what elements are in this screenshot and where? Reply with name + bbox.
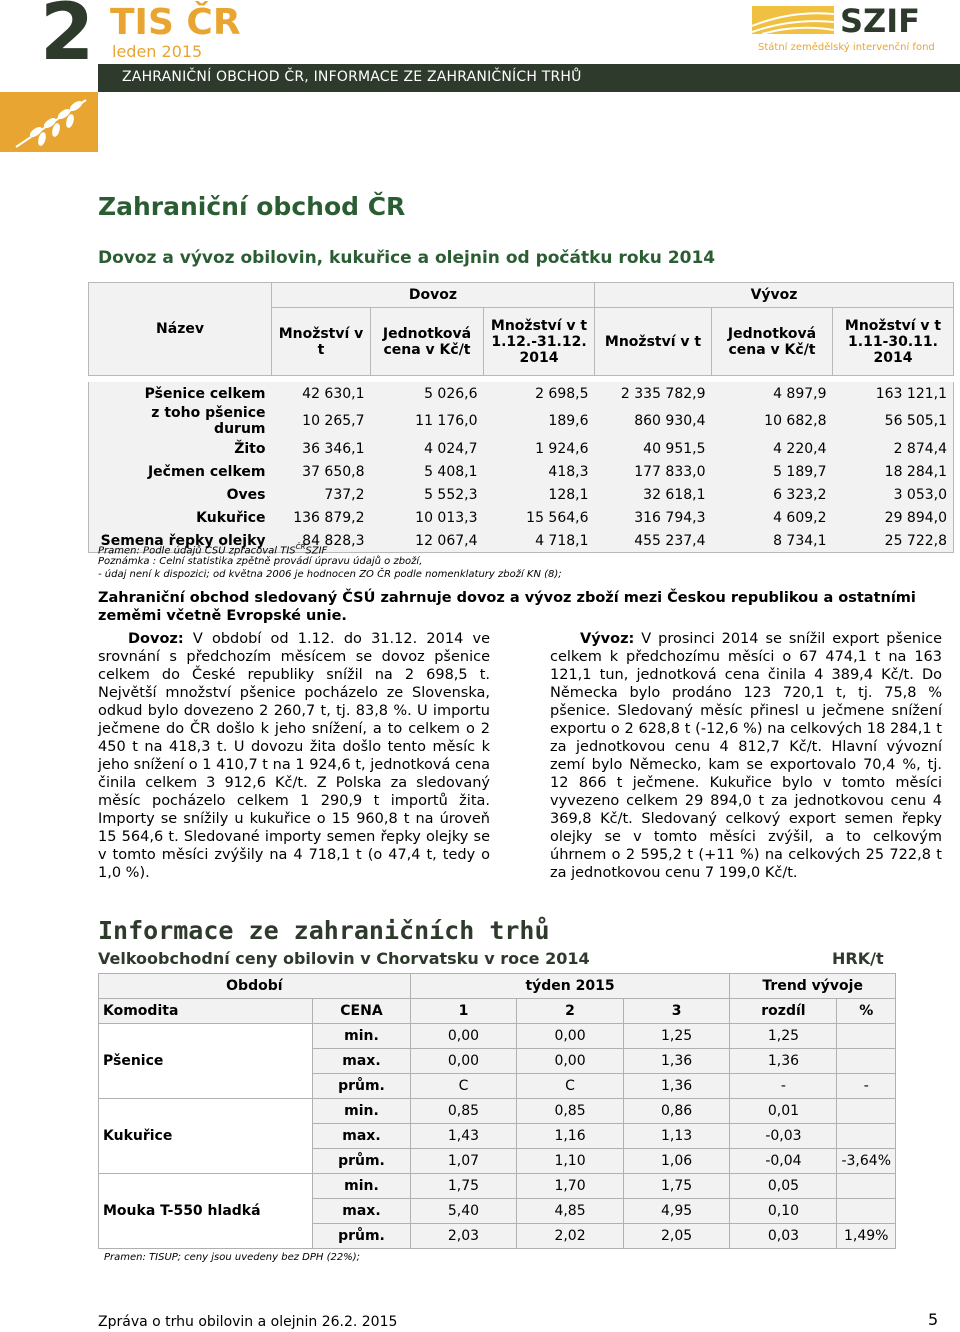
price-type: min. [313, 1024, 410, 1049]
cell-v-per: 3 053,0 [833, 483, 954, 506]
table-row [99, 1024, 896, 1049]
tyden-header: týden 2015 [410, 974, 730, 999]
cell-v-mn: 2 335 782,9 [595, 382, 712, 405]
cell-d-per: 128,1 [484, 483, 595, 506]
table-row [89, 460, 954, 483]
cell-r: 0,01 [730, 1099, 837, 1124]
brand-title: TIS ČR [110, 2, 241, 43]
cell-r: -0,03 [730, 1124, 837, 1149]
cell-d-cena: 10 013,3 [371, 506, 484, 529]
section2-title: Informace ze zahraničních trhů [98, 916, 550, 945]
cell-v-per: 56 505,1 [833, 405, 954, 437]
section-title: Zahraniční obchod ČR [98, 192, 406, 221]
pct-header: % [837, 999, 896, 1024]
cell-d-mn: 84 828,3 [272, 529, 371, 553]
page-header [0, 0, 960, 92]
commodity-name: Kukuřice [99, 1099, 313, 1174]
price-type: prům. [313, 1149, 410, 1174]
cell-v-cena: 8 734,1 [712, 529, 833, 553]
cell-w3: 1,36 [623, 1049, 730, 1074]
cell-w3: 2,05 [623, 1224, 730, 1249]
cell-v-cena: 4 609,2 [712, 506, 833, 529]
cell-p [837, 1099, 896, 1124]
cell-p [837, 1199, 896, 1224]
cell-p: - [837, 1074, 896, 1099]
cell-w1: 0,00 [410, 1049, 517, 1074]
cell-v-mn: 40 951,5 [595, 437, 712, 460]
cell-w3: 1,06 [623, 1149, 730, 1174]
week1-header: 1 [410, 999, 517, 1024]
commodity-name: Ječmen celkem [89, 460, 272, 483]
cell-w2: 1,16 [517, 1124, 624, 1149]
cell-w1: 2,03 [410, 1224, 517, 1249]
cell-d-cena: 5 408,1 [371, 460, 484, 483]
vyvoz-period-header: Množství v t 1.11-30.11. 2014 [833, 308, 954, 376]
commodity-name: Pšenice celkem [89, 382, 272, 405]
week2-header: 2 [517, 999, 624, 1024]
cell-w3: 1,36 [623, 1074, 730, 1099]
cell-d-per: 15 564,6 [484, 506, 595, 529]
cell-d-per: 189,6 [484, 405, 595, 437]
table-row [89, 382, 954, 405]
cell-d-cena: 5 026,6 [371, 382, 484, 405]
cell-d-per: 418,3 [484, 460, 595, 483]
cell-w2: 0,00 [517, 1049, 624, 1074]
cell-d-per: 4 718,1 [484, 529, 595, 553]
cell-v-cena: 4 220,4 [712, 437, 833, 460]
cell-p [837, 1024, 896, 1049]
vyvoz-cena-header: Jednotková cena v Kč/t [712, 308, 833, 376]
cell-w1: C [410, 1074, 517, 1099]
cell-w2: 0,85 [517, 1099, 624, 1124]
commodity-name: Kukuřice [89, 506, 272, 529]
table-row [89, 405, 954, 437]
wheat-field-icon [752, 6, 834, 34]
croatia-price-table [98, 973, 896, 1249]
cell-r: -0,04 [730, 1149, 837, 1174]
table-row [89, 506, 954, 529]
price-type: max. [313, 1124, 410, 1149]
table1-note-2: - údaj není k dispozici; od května 2006 je hodnocen ZO ČR podle nomenklatury zboží KN (8); [98, 569, 562, 580]
dovoz-header: Dovoz [272, 283, 595, 308]
trade-table-body [89, 382, 954, 553]
cell-d-mn: 10 265,7 [272, 405, 371, 437]
currency-unit: HRK/t [832, 949, 884, 968]
cell-w2: C [517, 1074, 624, 1099]
page-footer: Zpráva o trhu obilovin a olejnin 26.2. 2015 [98, 1314, 398, 1330]
cell-p [837, 1124, 896, 1149]
cell-d-mn: 737,2 [272, 483, 371, 506]
section-subtitle: Dovoz a vývoz obilovin, kukuřice a olejnin od počátku roku 2014 [98, 248, 716, 268]
cell-w1: 1,43 [410, 1124, 517, 1149]
cell-w3: 1,75 [623, 1174, 730, 1199]
vyvoz-mnozstvi-header: Množství v t [595, 308, 712, 376]
trend-header: Trend vývoje [730, 974, 896, 999]
cell-r: 0,05 [730, 1174, 837, 1199]
rozdil-header: rozdíl [730, 999, 837, 1024]
vyvoz-header: Vývoz [595, 283, 954, 308]
table1-source: Pramen: Podle údajů ČSÚ zpracoval $TIS^{ČR}SZIF$ [98, 543, 328, 557]
issue-number: 2 [40, 0, 95, 78]
cell-w2: 4,85 [517, 1199, 624, 1224]
cell-w1: 1,75 [410, 1174, 517, 1199]
table-row [89, 437, 954, 460]
cell-p: 1,49% [837, 1224, 896, 1249]
vyvoz-paragraph: Vývoz: V prosinci 2014 se snížil export pšenice celkem k předchozímu měsíci o 67 474,1 t na 163 121,1 tun, jednotková cena činila 4 389,4 Kč/t. Do Německa bylo prodáno 123 720,1 t, tj. 75,8 % pšenice. Sledovaný měsíc přinesl u ječmene snížení exportu o 2 628,8 t (-12,6 %) na celkových 18 284,1 t za jednotkovou cenu 4 812,7 Kč/t. Hlavní vývozní zemí bylo Německo, kam se exportovalo 70,4 %, tj. 12 866 t ječmene. Kukuřice bylo v tomto měsíci vyvezeno celkem 29 894,0 t za jednotkovou cenu 4 369,8 Kč/t. Sledovaný celkový export semen řepky olejky se v tomto měsíci zvýšil, a to celkovým úhrnem o 2 595,2 t (+11 %) na celkových 25 722,8 t za jednotkovou cenu 7 199,0 Kč/t. [550, 631, 942, 881]
cell-r: 1,36 [730, 1049, 837, 1074]
cell-w2: 0,00 [517, 1024, 624, 1049]
cell-v-mn: 316 794,3 [595, 506, 712, 529]
table2-source: Pramen: TISUP; ceny jsou uvedeny bez DPH (22%); [104, 1252, 360, 1263]
table-row [99, 1099, 896, 1124]
cell-d-cena: 5 552,3 [371, 483, 484, 506]
cell-d-mn: 42 630,1 [272, 382, 371, 405]
cell-r: 0,03 [730, 1224, 837, 1249]
cell-r: 1,25 [730, 1024, 837, 1049]
cell-d-mn: 36 346,1 [272, 437, 371, 460]
cell-v-per: 29 894,0 [833, 506, 954, 529]
trade-table [88, 282, 954, 553]
header-band-text: ZAHRANIČNÍ OBCHOD ČR, INFORMACE ZE ZAHRANIČNÍCH TRHŮ [122, 69, 582, 85]
cell-d-cena: 12 067,4 [371, 529, 484, 553]
cell-v-per: 163 121,1 [833, 382, 954, 405]
cell-w3: 1,13 [623, 1124, 730, 1149]
szif-logo [752, 2, 935, 58]
cell-d-cena: 4 024,7 [371, 437, 484, 460]
cell-v-cena: 10 682,8 [712, 405, 833, 437]
croatia-price-table-body [99, 1024, 896, 1249]
dovoz-cena-header: Jednotková cena v Kč/t [371, 308, 484, 376]
commodity-name: Žito [89, 437, 272, 460]
commodity-name: z toho pšenice durum [89, 405, 272, 437]
table-row [99, 1174, 896, 1199]
cell-w3: 4,95 [623, 1199, 730, 1224]
cell-p [837, 1049, 896, 1074]
cell-v-cena: 5 189,7 [712, 460, 833, 483]
cell-r: - [730, 1074, 837, 1099]
obdobi-header: Období [99, 974, 411, 999]
week3-header: 3 [623, 999, 730, 1024]
cell-v-mn: 177 833,0 [595, 460, 712, 483]
cell-v-cena: 4 897,9 [712, 382, 833, 405]
dovoz-mnozstvi-header: Množství v t [272, 308, 371, 376]
price-type: min. [313, 1174, 410, 1199]
cell-v-per: 18 284,1 [833, 460, 954, 483]
cell-r: 0,10 [730, 1199, 837, 1224]
issue-date: leden 2015 [112, 42, 203, 61]
commodity-name: Oves [89, 483, 272, 506]
cell-v-mn: 455 237,4 [595, 529, 712, 553]
cell-w1: 5,40 [410, 1199, 517, 1224]
cena-header: CENA [313, 999, 410, 1024]
cell-w2: 1,10 [517, 1149, 624, 1174]
cell-v-mn: 860 930,4 [595, 405, 712, 437]
price-type: max. [313, 1049, 410, 1074]
cell-w1: 1,07 [410, 1149, 517, 1174]
cell-d-mn: 136 879,2 [272, 506, 371, 529]
szif-logo-subtitle: Státní zemědělský intervenční fond [758, 42, 935, 53]
cell-w2: 1,70 [517, 1174, 624, 1199]
cell-d-per: 1 924,6 [484, 437, 595, 460]
wheat-icon [6, 92, 96, 152]
col-name-header: Název [89, 283, 272, 376]
komodita-header: Komodita [99, 999, 313, 1024]
table-row [89, 483, 954, 506]
price-type: prům. [313, 1224, 410, 1249]
cell-w3: 1,25 [623, 1024, 730, 1049]
cell-v-per: 2 874,4 [833, 437, 954, 460]
cell-w1: 0,00 [410, 1024, 517, 1049]
commodity-name: Mouka T-550 hladká [99, 1174, 313, 1249]
price-type: max. [313, 1199, 410, 1224]
cell-w1: 0,85 [410, 1099, 517, 1124]
cell-v-cena: 6 323,2 [712, 483, 833, 506]
cell-w3: 0,86 [623, 1099, 730, 1124]
cell-w2: 2,02 [517, 1224, 624, 1249]
szif-logo-text: SZIF [840, 2, 921, 40]
commodity-name: Pšenice [99, 1024, 313, 1099]
commodity-name: Semena řepky olejky [89, 529, 272, 553]
cell-p [837, 1174, 896, 1199]
table1-note: Poznámka : Celní statistika zpětně provádí úpravu údajů o zboží, [98, 556, 423, 567]
cell-d-cena: 11 176,0 [371, 405, 484, 437]
price-type: min. [313, 1099, 410, 1124]
header-band [98, 64, 960, 92]
price-type: prům. [313, 1074, 410, 1099]
section2-subtitle: Velkoobchodní ceny obilovin v Chorvatsku v roce 2014 [98, 949, 590, 968]
intro-paragraph: Zahraniční obchod sledovaný ČSÚ zahrnuje dovoz a vývoz zboží mezi Českou republikou a ostatními zeměmi včetně Evropské unie. [98, 590, 916, 624]
cell-d-mn: 37 650,8 [272, 460, 371, 483]
page-number: 5 [928, 1310, 939, 1329]
cell-p: -3,64% [837, 1149, 896, 1174]
cell-d-per: 2 698,5 [484, 382, 595, 405]
cell-v-per: 25 722,8 [833, 529, 954, 553]
cell-v-mn: 32 618,1 [595, 483, 712, 506]
dovoz-paragraph: Dovoz: V období od 1.12. do 31.12. 2014 ve srovnání s předchozím měsícem se dovoz pšenice celkem do České republiky snížil na 2 698,5 t. Největší množství pšenice pocházelo ze Slovenska, odkud bylo dovezeno 2 260,7 t, tj. 83,8 %. U importu ječmene do ČR došlo k jeho snížení, a to celkem o 2 450 t na 418,3 t. U dovozu žita došlo tento měsíc k jeho snížení o 1 410,7 t na 1 924,6 t, jednotková cena činila celkem 3 912,6 Kč/t. Z Polska za sledovaný měsíc pocházelo celkem 1 290,9 t importů žita. Importy se snížily u kukuřice o 15 960,8 t na úroveň 15 564,6 t. Sledované importy semen řepky olejky se v tomto měsíci zvýšily na 4 718,1 t (o 47,4 t, tedy o 1,0 %). [98, 631, 490, 881]
dovoz-period-header: Množství v t 1.12.-31.12. 2014 [484, 308, 595, 376]
